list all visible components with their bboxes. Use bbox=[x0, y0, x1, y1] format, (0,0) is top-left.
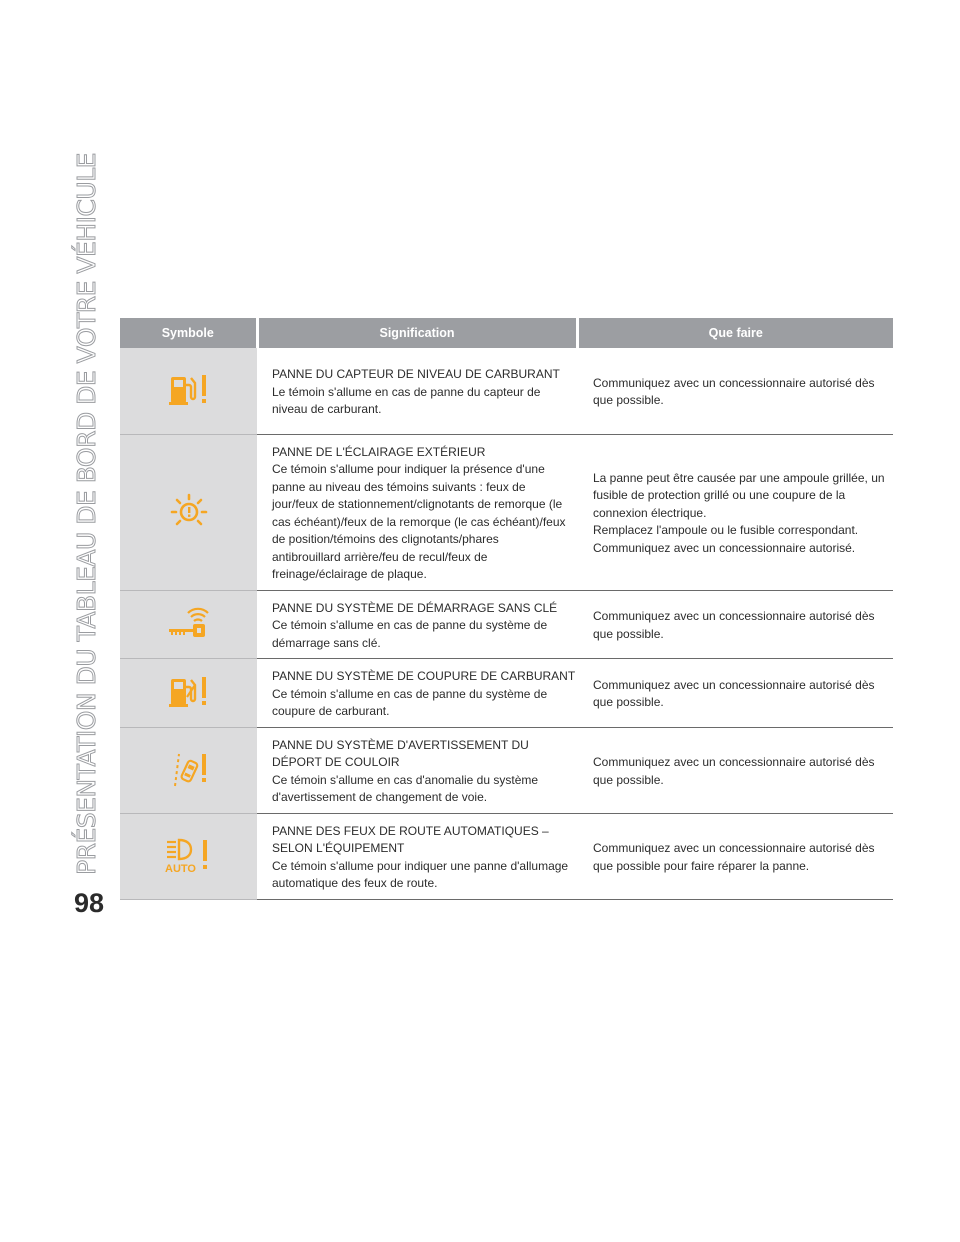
keyless-start-failure-icon bbox=[165, 607, 213, 641]
meaning-line: de position/témoins des clignotants/phares bbox=[272, 532, 499, 546]
lane-departure-warning-failure-icon bbox=[165, 750, 213, 790]
meaning-cell bbox=[257, 434, 577, 590]
action-line: connexion électrique. bbox=[593, 505, 707, 520]
action-line: Communiquez avec un concessionnaire autorisé dès bbox=[593, 755, 875, 769]
meaning-line: Ce témoin s'allume en cas d'anomalie du système bbox=[272, 772, 539, 787]
meaning-title: PANNE DU SYSTÈME DE COUPURE DE CARBURANT bbox=[272, 669, 576, 683]
meaning-title: PANNE DU SYSTÈME DE DÉMARRAGE SANS CLÉ bbox=[272, 600, 558, 615]
action-line: Communiquez avec un concessionnaire autorisé dès bbox=[593, 841, 875, 855]
action-line: Communiquez avec un concessionnaire autorisé. bbox=[593, 540, 856, 555]
meaning-line: antibrouillard arrière/feu de recul/feux de bbox=[272, 549, 488, 564]
action-cell bbox=[577, 434, 893, 590]
meaning-line: d'avertissement de changement de voie. bbox=[272, 790, 488, 804]
fuel-level-sensor-warning-icon bbox=[165, 371, 213, 411]
table-row bbox=[120, 434, 893, 590]
meaning-cell bbox=[257, 659, 577, 728]
table-row bbox=[120, 590, 893, 659]
symbol-cell bbox=[120, 727, 257, 813]
meaning-line: Ce témoin s'allume en cas de panne du système de bbox=[272, 686, 548, 701]
auto-high-beam-failure-icon bbox=[163, 836, 215, 876]
action-cell bbox=[577, 659, 893, 728]
action-cell bbox=[577, 727, 893, 813]
table-row bbox=[120, 813, 893, 899]
symbol-cell bbox=[120, 434, 257, 590]
action-line: Communiquez avec un concessionnaire autorisé dès bbox=[593, 375, 875, 390]
symbol-cell bbox=[120, 590, 257, 659]
meaning-line: Ce témoin s'allume pour indiquer la présence d'une bbox=[272, 462, 545, 476]
meaning-line: démarrage sans clé. bbox=[272, 635, 381, 650]
header-symbole: Symbole bbox=[120, 318, 257, 348]
table-row bbox=[120, 348, 893, 434]
meaning-line: Ce témoin s'allume en cas de panne du système de bbox=[272, 618, 548, 632]
action-cell bbox=[577, 348, 893, 434]
table-header-row bbox=[120, 318, 893, 348]
meaning-cell bbox=[257, 813, 577, 899]
action-cell bbox=[577, 813, 893, 899]
page-number: 98 bbox=[74, 888, 105, 918]
header-signification: Signification bbox=[257, 318, 577, 348]
chapter-side-title: PRÉSENTATION DU TABLEAU DE BORD DE VOTRE VÉHICULE bbox=[72, 153, 101, 875]
table-row bbox=[120, 727, 893, 813]
meaning-line: coupure de carburant. bbox=[272, 704, 390, 718]
action-line: que possible pour faire réparer la panne. bbox=[593, 858, 810, 873]
action-line: que possible. bbox=[593, 626, 664, 641]
symbol-cell bbox=[120, 659, 257, 728]
action-line: que possible. bbox=[593, 772, 664, 787]
meaning-title: PANNE DES FEUX DE ROUTE AUTOMATIQUES – bbox=[272, 823, 549, 838]
meaning-line: jour/feux de stationnement/clignotants de remorque (le bbox=[272, 497, 563, 511]
meaning-cell bbox=[257, 590, 577, 659]
table-row bbox=[120, 659, 893, 728]
meaning-line: automatique des feux de route. bbox=[272, 876, 438, 890]
meaning-line: cas échéant)/feux de la remorque (le cas échéant)/feux bbox=[272, 514, 566, 529]
meaning-cell bbox=[257, 348, 577, 434]
meaning-title: PANNE DU SYSTÈME D'AVERTISSEMENT DU bbox=[272, 737, 529, 752]
action-line: Communiquez avec un concessionnaire autorisé dès bbox=[593, 677, 875, 692]
action-line: que possible. bbox=[593, 695, 664, 710]
meaning-line: DÉPORT DE COULOIR bbox=[272, 755, 400, 769]
auto-icon-label: AUTO bbox=[164, 863, 196, 875]
warning-lights-table bbox=[120, 318, 893, 900]
action-line: Communiquez avec un concessionnaire autorisé dès bbox=[593, 609, 875, 624]
meaning-title: PANNE DU CAPTEUR DE NIVEAU DE CARBURANT bbox=[272, 367, 560, 381]
meaning-cell bbox=[257, 727, 577, 813]
action-cell bbox=[577, 590, 893, 659]
fuel-cutoff-failure-icon bbox=[165, 673, 213, 713]
symbol-cell bbox=[120, 813, 257, 899]
action-line: fusible de protection grillé ou une coupure de la bbox=[593, 488, 846, 503]
action-line: que possible. bbox=[593, 393, 664, 408]
meaning-title: PANNE DE L'ÉCLAIRAGE EXTÉRIEUR bbox=[272, 444, 486, 459]
action-line: La panne peut être causée par une ampoule grillée, un bbox=[593, 470, 885, 485]
meaning-line: niveau de carburant. bbox=[272, 402, 382, 416]
action-line: Remplacez l'ampoule ou le fusible correspondant. bbox=[593, 523, 859, 538]
meaning-line: panne au niveau des témoins suivants : feux de bbox=[272, 479, 526, 494]
meaning-line: Le témoin s'allume en cas de panne du capteur de bbox=[272, 384, 541, 399]
symbol-cell bbox=[120, 348, 257, 434]
meaning-line: Ce témoin s'allume pour indiquer une panne d'allumage bbox=[272, 858, 569, 873]
meaning-line: freinage/éclairage de plaque. bbox=[272, 567, 427, 581]
meaning-line: SELON L'ÉQUIPEMENT bbox=[272, 841, 405, 855]
header-que-faire: Que faire bbox=[577, 318, 893, 348]
exterior-light-failure-icon bbox=[167, 492, 211, 532]
